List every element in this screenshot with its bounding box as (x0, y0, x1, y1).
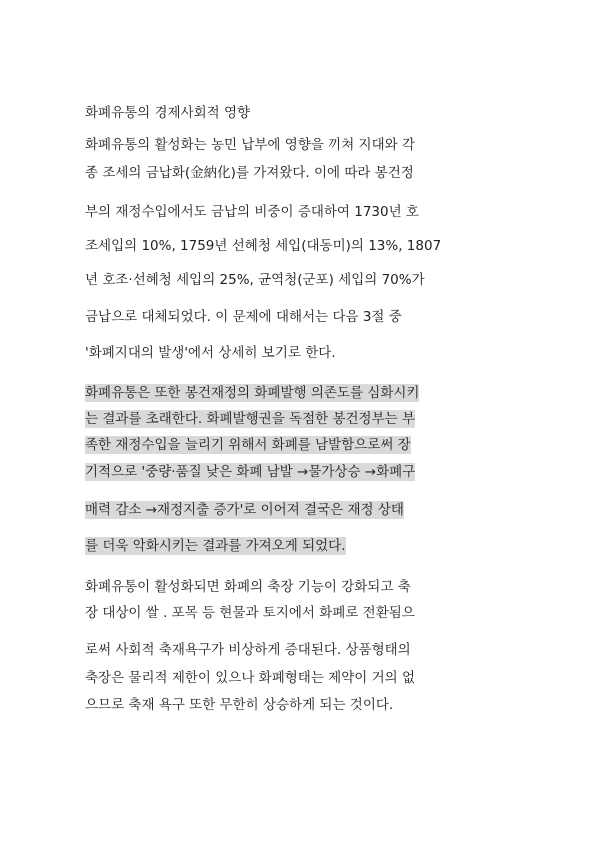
paragraph3-line: 로써 사회적 축재욕구가 비상하게 증대된다. 상품형태의 (85, 642, 411, 658)
paragraph1-line: '화폐지대의 발생'에서 상세히 보기로 한다. (85, 345, 336, 361)
paragraph1-line: 종 조세의 금납화(金納化)를 가져왔다. 이에 따라 봉건정 (85, 165, 414, 181)
paragraph1-line: 조세입의 10%, 1759년 선혜청 세입(대동미)의 13%, 1807 (85, 238, 442, 254)
paragraph2-line (85, 463, 415, 481)
paragraph2-line (85, 537, 346, 555)
paragraph2-line (85, 501, 404, 519)
paragraph3-line: 화폐유통이 활성화되면 화폐의 축장 기능이 강화되고 축 (85, 579, 411, 595)
paragraph2-line (85, 410, 415, 428)
paragraph3-line: 으므로 축재 욕구 또한 무한히 상승하게 되는 것이다. (85, 697, 394, 713)
highlighted-text: 화폐유통은 또한 봉건재정의 화폐발행 의존도를 심화시키 (85, 385, 420, 401)
section-title: 화폐유통의 경제사회적 영향 (85, 105, 251, 121)
highlighted-text: 매력 감소 →재정지출 증가'로 이어져 결국은 재정 상태 (85, 502, 404, 518)
paragraph3-line: 장 대상이 쌀 . 포목 등 현물과 토지에서 화폐로 전환됨으 (85, 605, 415, 621)
paragraph3-line: 축장은 물리적 제한이 있으나 화폐형태는 제약이 거의 없 (85, 670, 415, 686)
highlighted-text: 족한 재정수입을 늘리기 위해서 화폐를 남발함으로써 장 (85, 437, 411, 453)
paragraph1-line: 부의 재정수입에서도 금납의 비중이 증대하여 1730년 호 (85, 204, 419, 220)
paragraph1-line: 년 호조·선혜청 세입의 25%, 균역청(군포) 세입의 70%가 (85, 272, 425, 288)
paragraph2-line (85, 384, 419, 402)
highlighted-text: 기적으로 '중량·품질 낮은 화폐 남발 →물가상승 →화폐구 (85, 464, 416, 480)
paragraph1-line: 금납으로 대체되었다. 이 문제에 대해서는 다음 3절 중 (85, 309, 402, 325)
paragraph2-line (85, 436, 411, 454)
paragraph1-line: 화폐유통의 활성화는 농민 납부에 영향을 끼쳐 지대와 각 (85, 137, 415, 153)
highlighted-text: 를 더욱 악화시키는 결과를 가져오게 되었다. (85, 538, 346, 554)
highlighted-text: 는 결과를 초래한다. 화폐발행권을 독점한 봉건정부는 부 (85, 411, 415, 427)
